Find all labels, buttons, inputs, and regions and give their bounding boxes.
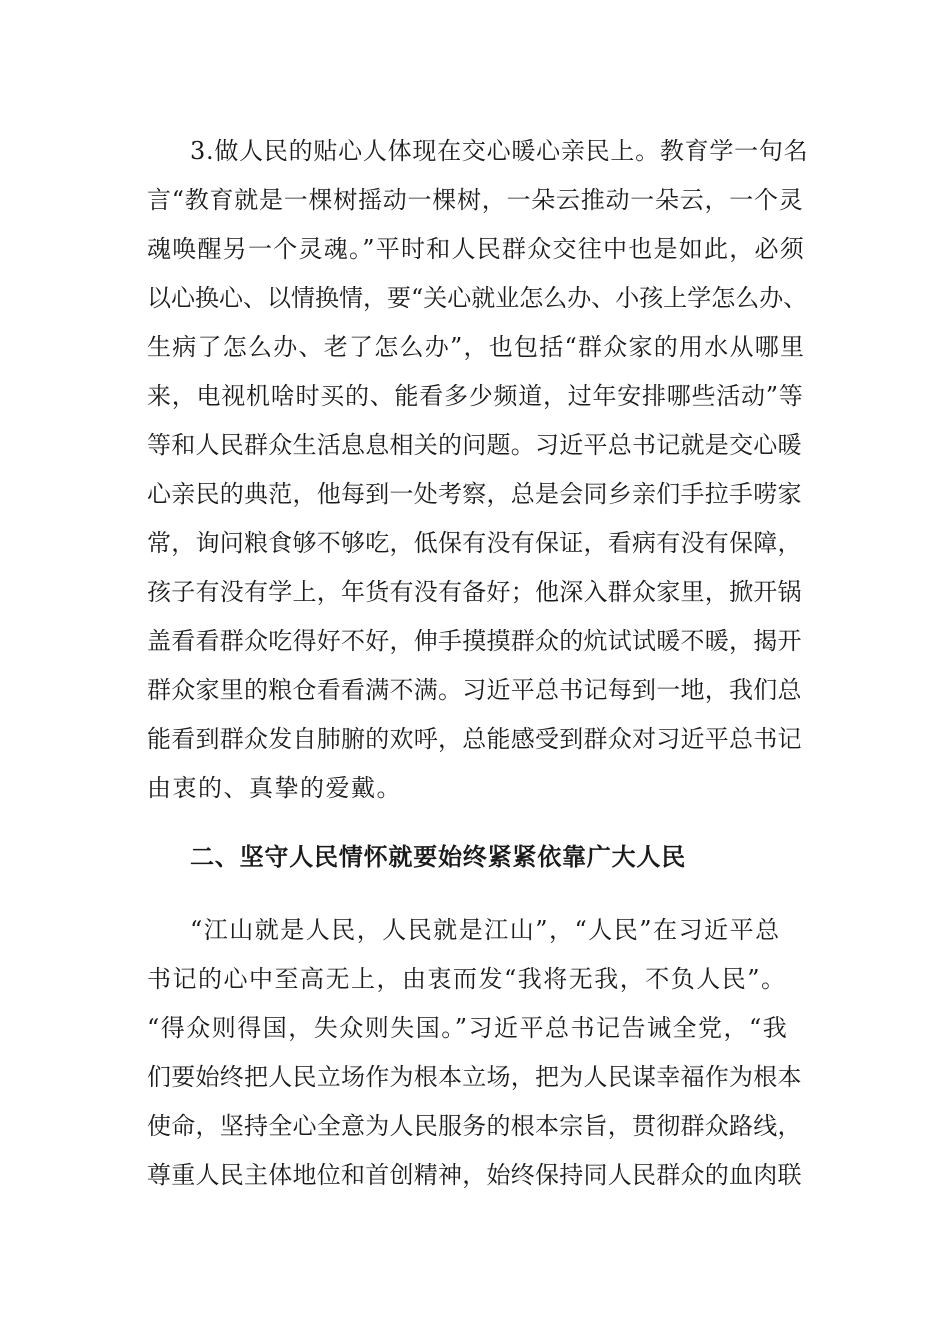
paragraph-1-line: 由衷的、真挚的爱戴。 [147,774,402,802]
paragraph-1-line: 群众家里的粮仓看看满不满。习近平总书记每到一地，我们总 [147,676,802,704]
paragraph-2-line: “江山就是人民，人民就是江山”，“人民”在习近平总 [190,916,781,944]
section-heading: 二、坚守人民情怀就要始终紧紧依靠广大人民 [190,843,686,871]
paragraph-1-line: 言“教育就是一棵树摇动一棵树，一朵云推动一朵云，一个灵 [147,186,804,214]
paragraph-2-line: “得众则得国，失众则失国。”习近平总书记告诫全党，“我 [147,1014,789,1042]
paragraph-1-line: 魂唤醒另一个灵魂。”平时和人民群众交往中也是如此，必须 [147,235,806,263]
paragraph-1-line: 常，询问粮食够不够吃，低保有没有保证，看病有没有保障， [147,529,802,557]
paragraph-2-line: 书记的心中至高无上，由衷而发“我将无我，不负人民”。 [147,965,787,993]
paragraph-1-line: 生病了怎么办、老了怎么办”，也包括“群众家的用水从哪里 [147,333,806,361]
paragraph-1-line: 来，电视机啥时买的、能看多少频道，过年安排哪些活动”等 [147,382,804,410]
paragraph-1-line: 能看到群众发自肺腑的欢呼，总能感受到群众对习近平总书记 [147,725,802,753]
paragraph-1-line: 以心换心、以情换情，要“关心就业怎么办、小孩上学怎么办、 [147,284,808,312]
paragraph-2-line: 尊重人民主体地位和首创精神，始终保持同人民群众的血肉联 [147,1161,802,1189]
paragraph-1-line: 盖看看群众吃得好不好，伸手摸摸群众的炕试试暖不暖，揭开 [147,627,802,655]
paragraph-1-line: 等和人民群众生活息息相关的问题。习近平总书记就是交心暖 [147,431,802,459]
paragraph-1-line: 3.做人民的贴心人体现在交心暖心亲民上。教育学一句名 [190,137,809,165]
paragraph-1-line: 孩子有没有学上，年货有没有备好；他深入群众家里，掀开锅 [147,578,802,606]
paragraph-2-line: 们要始终把人民立场作为根本立场，把为人民谋幸福作为根本 [147,1063,802,1091]
paragraph-2-line: 使命，坚持全心全意为人民服务的根本宗旨，贯彻群众路线， [147,1112,802,1140]
paragraph-1-line: 心亲民的典范，他每到一处考察，总是会同乡亲们手拉手唠家 [147,480,802,508]
